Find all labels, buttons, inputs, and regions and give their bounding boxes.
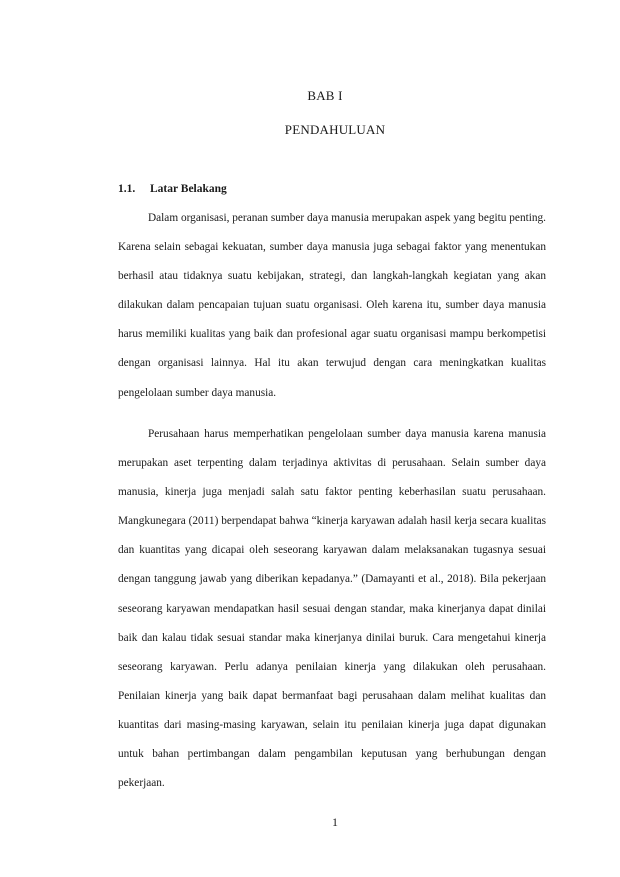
- section-title: Latar Belakang: [150, 183, 227, 195]
- chapter-title: PENDAHULUAN: [284, 122, 386, 137]
- chapter-number: BAB I: [307, 88, 343, 103]
- section-heading: [118, 183, 227, 195]
- body-paragraph: Dalam organisasi, peranan sumber daya manusia merupakan aspek yang begitu penting. Karena selain sebagai kekuatan, sumber daya manusia juga sebagai faktor yang menentukan berhasil atau tidaknya suatu kebijakan, strategi, dan langkah-langkah kegiatan yang akan dilakukan dalam pencapaian tujuan suatu organisasi. Oleh karena itu, sumber daya manusia harus memiliki kualitas yang baik dan profesional agar suatu organisasi mampu berkompetisi dengan organisasi lainnya. Hal itu akan terwujud dengan cara meningkatkan kualitas pengelolaan sumber daya manusia.: [118, 212, 546, 399]
- section-number: 1.1.: [118, 183, 136, 195]
- body-paragraph: Perusahaan harus memperhatikan pengelolaan sumber daya manusia karena manusia merupakan aset terpenting dalam terjadinya aktivitas di perusahaan. Selain sumber daya manusia, kinerja juga menjadi salah satu faktor penting keberhasilan suatu perusahaan. Mangkunegara (2011) berpendapat bahwa “kinerja karyawan adalah hasil kerja secara kualitas dan kuantitas yang dicapai oleh seseorang karyawan dalam melaksanakan tugasnya sesuai dengan tanggung jawab yang diberikan kepadanya.” (Damayanti et al., 2018). Bila pekerjaan seseorang karyawan mendapatkan hasil sesuai dengan standar, maka kinerjanya dapat dinilai baik dan kalau tidak sesuai standar maka kinerjanya dinilai buruk. Cara mengetahui kinerja seseorang karyawan. Perlu adanya penilaian kinerja yang dilakukan oleh perusahaan. Penilaian kinerja yang baik dapat bermanfaat bagi perusahaan dalam melihat kualitas dan kuantitas dari masing-masing karyawan, selain itu penilaian kinerja juga dapat digunakan untuk bahan pertimbangan dalam pengambilan keputusan yang berhubungan dengan pekerjaan.: [118, 428, 546, 790]
- page-number: 1: [332, 815, 338, 829]
